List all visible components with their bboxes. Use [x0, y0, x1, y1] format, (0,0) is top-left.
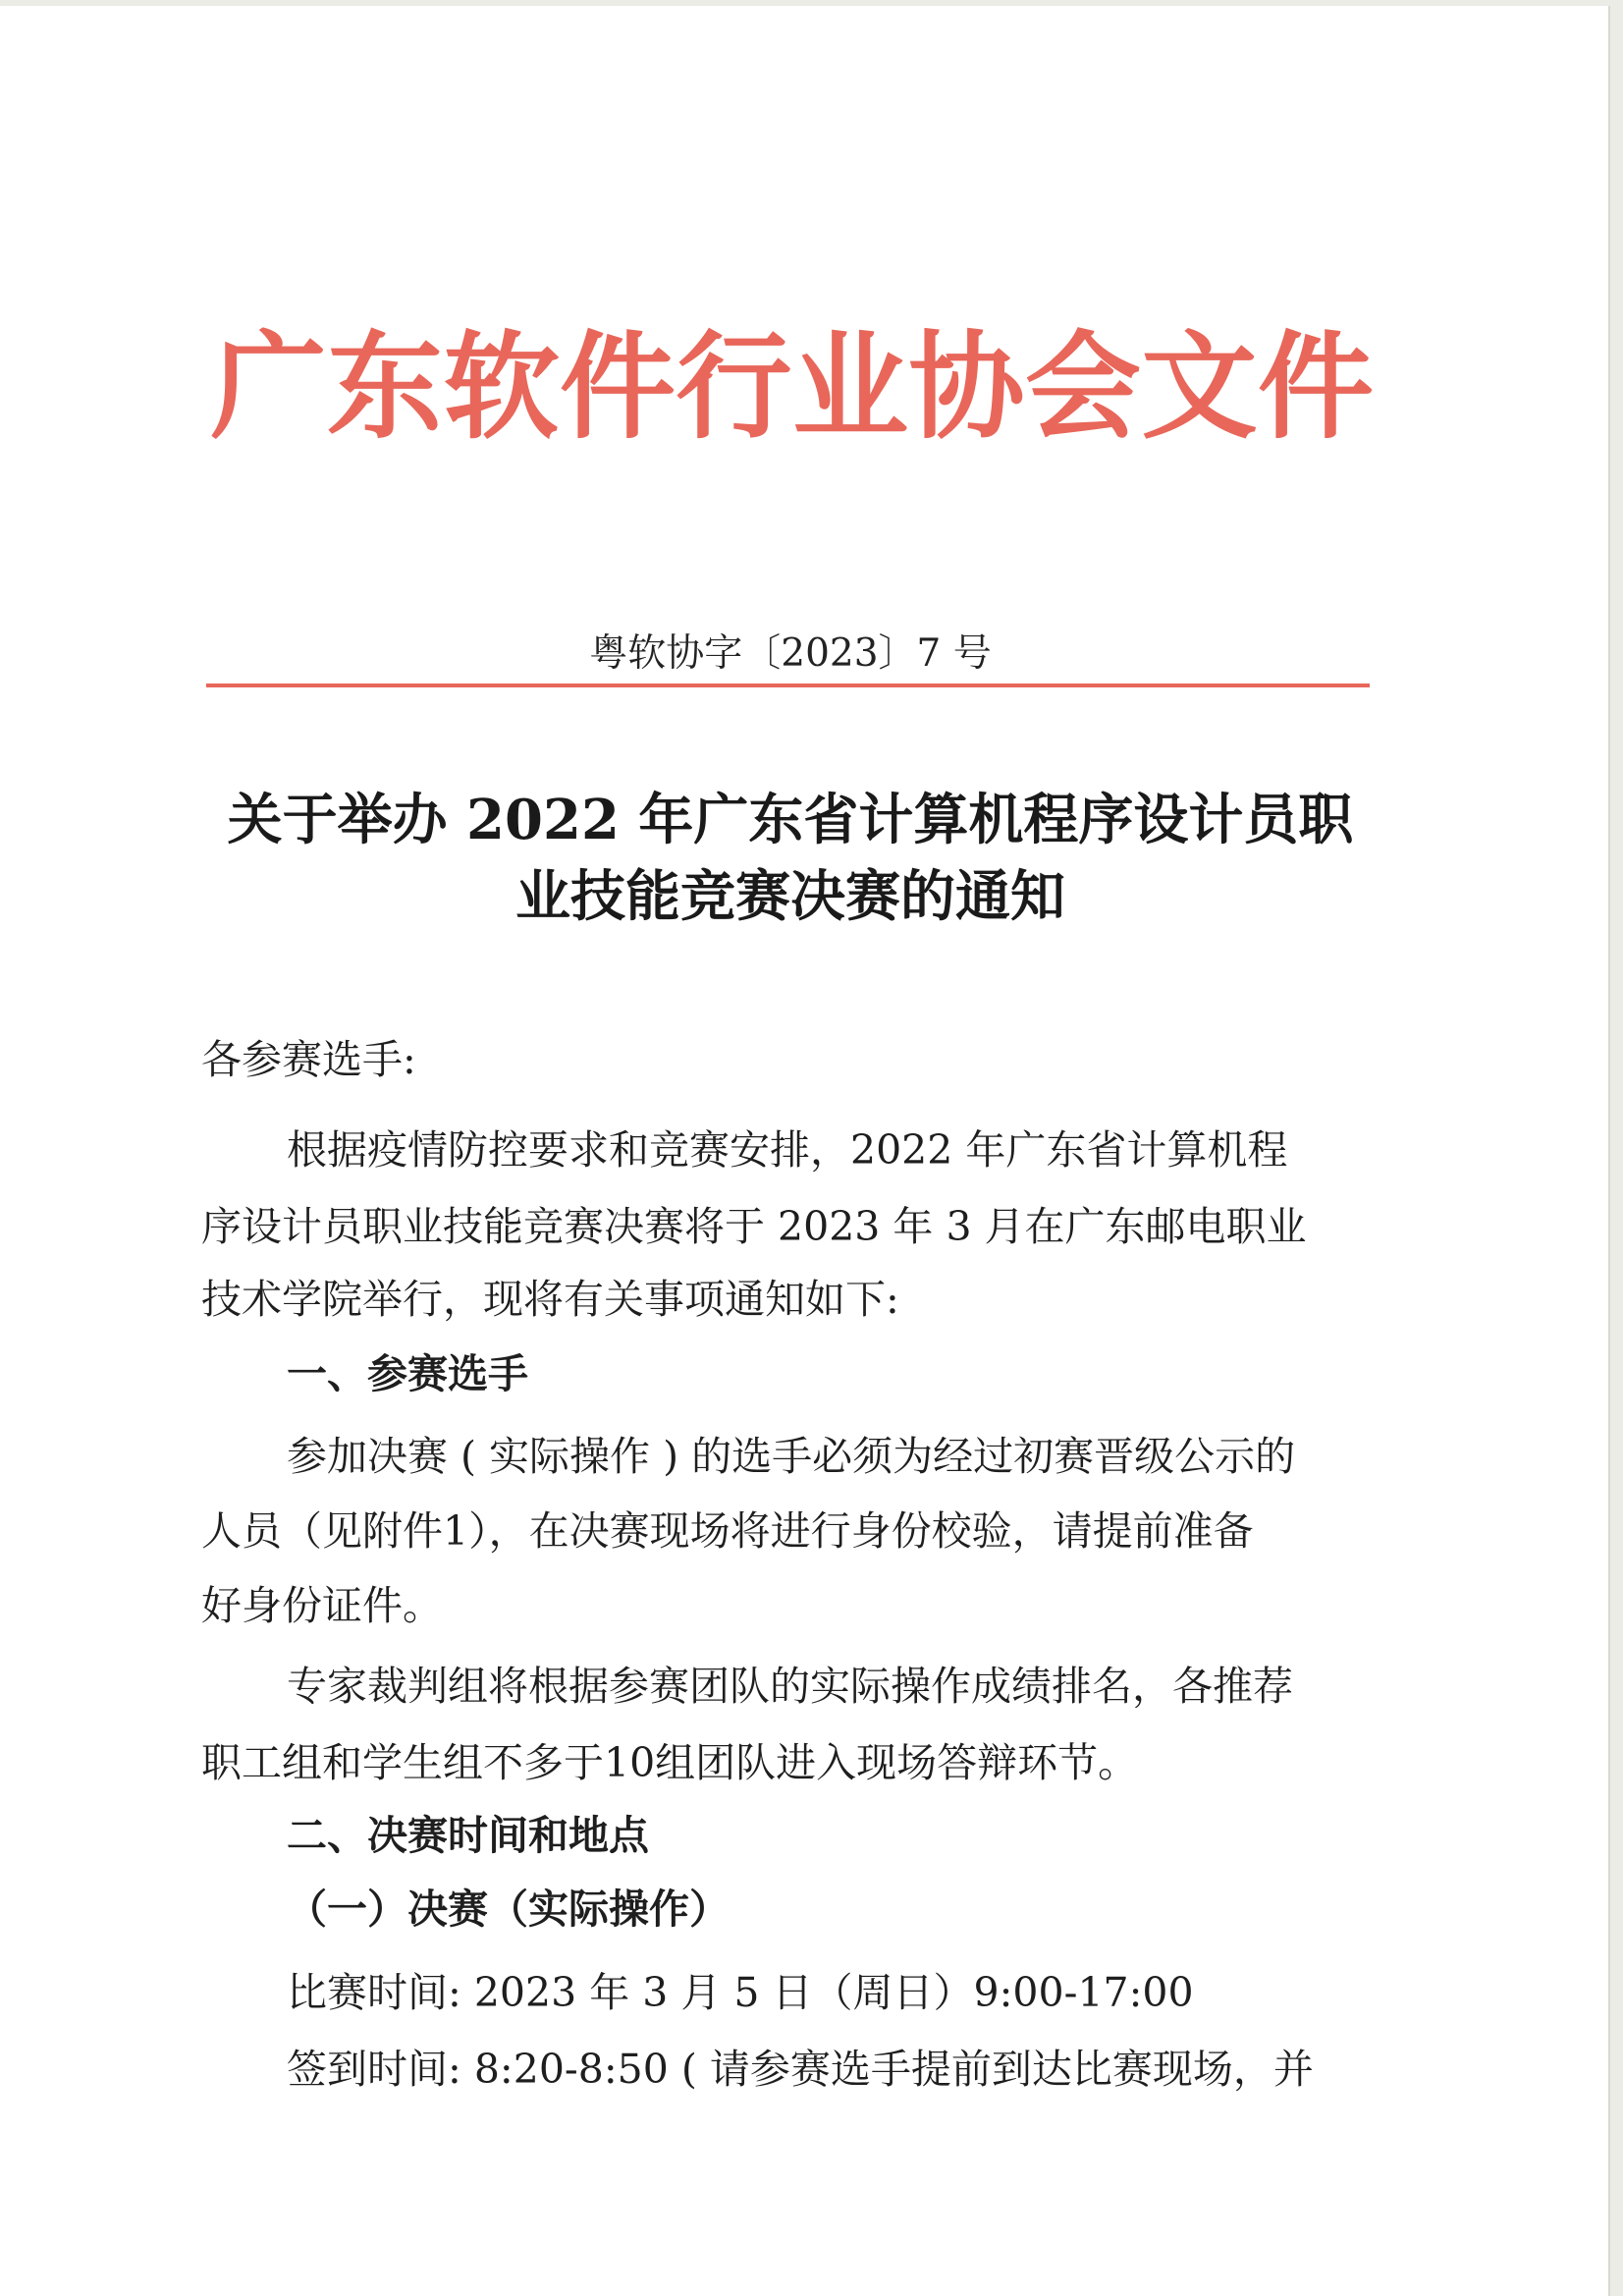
- notice-title: [201, 782, 1380, 935]
- section-2-subheading-1: （一）决赛（实际操作）: [287, 1886, 730, 1933]
- section-1-heading: 一、参赛选手: [287, 1350, 528, 1397]
- notice-title-line-2: 业技能竞赛决赛的通知: [515, 864, 1065, 929]
- red-divider-line: [206, 683, 1370, 687]
- section-1-para-2-line-1: 专家裁判组将根据参赛团队的实际操作成绩排名，各推荐: [287, 1663, 1293, 1710]
- section-1-para-1-line-2: 人员（见附件1），在决赛现场将进行身份校验，请提前准备: [201, 1507, 1254, 1555]
- issuer-header-title: 广东软件行业协会文件: [210, 319, 1375, 455]
- salutation: 各参赛选手:: [201, 1036, 416, 1083]
- document-page: [0, 6, 1610, 2296]
- notice-title-line-1: 关于举办 2022 年广东省计算机程序设计员职: [227, 788, 1354, 852]
- document-number: 粤软协字〔2023〕7 号: [589, 631, 992, 676]
- section-1-para-1-line-3: 好身份证件。: [201, 1582, 443, 1629]
- intro-line-3: 技术学院举行，现将有关事项通知如下:: [201, 1276, 899, 1323]
- checkin-time: 签到时间: 8:20-8:50 ( 请参赛选手提前到达比赛现场，并: [287, 2046, 1314, 2093]
- intro-line-1: 根据疫情防控要求和竞赛安排，2022 年广东省计算机程: [287, 1126, 1288, 1174]
- match-time: 比赛时间: 2023 年 3 月 5 日（周日）9:00-17:00: [287, 1969, 1194, 2016]
- intro-line-2: 序设计员职业技能竞赛决赛将于 2023 年 3 月在广东邮电职业: [201, 1203, 1307, 1250]
- section-1-para-1-line-1: 参加决赛 ( 实际操作 ) 的选手必须为经过初赛晋级公示的: [287, 1433, 1296, 1480]
- section-1-para-2-line-2: 职工组和学生组不多于10组团队进入现场答辩环节。: [201, 1739, 1139, 1786]
- section-2-heading: 二、决赛时间和地点: [287, 1812, 649, 1859]
